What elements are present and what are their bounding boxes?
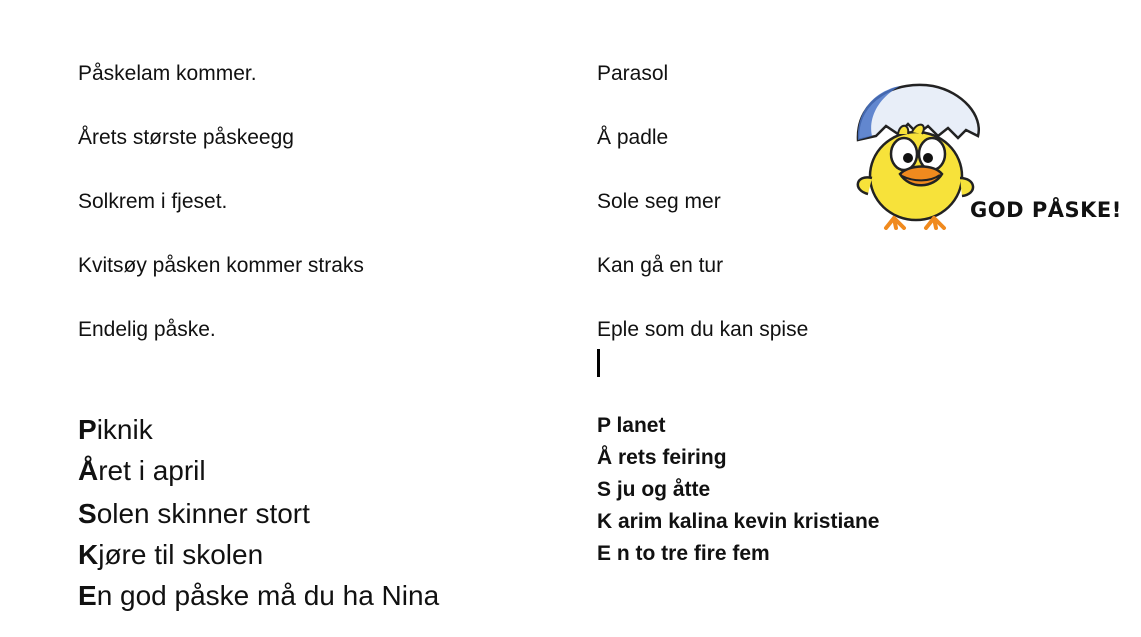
left-acrostic-line-3 <box>78 494 310 534</box>
left-poem-line-2: Årets største påskeegg <box>78 126 294 149</box>
acrostic-initial: Å <box>78 455 99 486</box>
god-paske-caption: GOD PÅSKE! <box>970 198 1122 222</box>
acrostic-rest: olen skinner stort <box>96 498 310 529</box>
right-poem-line-5: Eple som du kan spise <box>597 318 809 341</box>
chick-right-pupil <box>923 153 933 163</box>
acrostic-initial: E <box>78 580 97 611</box>
chick-right-wing <box>960 178 973 196</box>
left-poem-line-5: Endelig påske. <box>78 318 216 341</box>
chick-left-pupil <box>903 153 913 163</box>
right-acrostic-line-4: K arim kalina kevin kristiane <box>597 510 880 533</box>
left-acrostic-line-4 <box>78 535 263 575</box>
right-poem-line-4: Kan gå en tur <box>597 254 724 277</box>
acrostic-initial: P <box>78 414 97 445</box>
chick-right-eye <box>919 138 945 170</box>
easter-chick-image <box>838 78 988 230</box>
acrostic-rest: ret i april <box>98 455 206 486</box>
right-acrostic-line-3: S ju og åtte <box>597 478 711 501</box>
acrostic-rest: iknik <box>96 414 153 445</box>
left-poem-line-4: Kvitsøy påsken kommer straks <box>78 254 364 277</box>
chick-left-wing <box>858 177 872 194</box>
chick-left-eye <box>891 138 917 170</box>
right-poem-line-3: Sole seg mer <box>597 190 721 213</box>
left-acrostic-line-5 <box>78 576 439 616</box>
right-poem-line-1: Parasol <box>597 62 669 85</box>
acrostic-rest: jøre til skolen <box>98 539 264 570</box>
left-poem-line-3: Solkrem i fjeset. <box>78 190 228 213</box>
left-acrostic-line-1 <box>78 410 153 450</box>
chick-left-foot <box>886 218 904 228</box>
right-acrostic-line-5: E n to tre fire fem <box>597 542 770 565</box>
right-acrostic-line-2: Å rets feiring <box>597 446 727 469</box>
acrostic-rest: n god påske må du ha Nina <box>96 580 440 611</box>
left-poem-line-1: Påskelam kommer. <box>78 62 257 85</box>
acrostic-initial: K <box>78 539 99 570</box>
right-acrostic-line-1: P lanet <box>597 414 666 437</box>
acrostic-initial: S <box>78 498 97 529</box>
left-acrostic-line-2 <box>78 451 206 491</box>
right-poem-line-2: Å padle <box>597 126 669 149</box>
text-cursor[interactable] <box>597 349 600 377</box>
